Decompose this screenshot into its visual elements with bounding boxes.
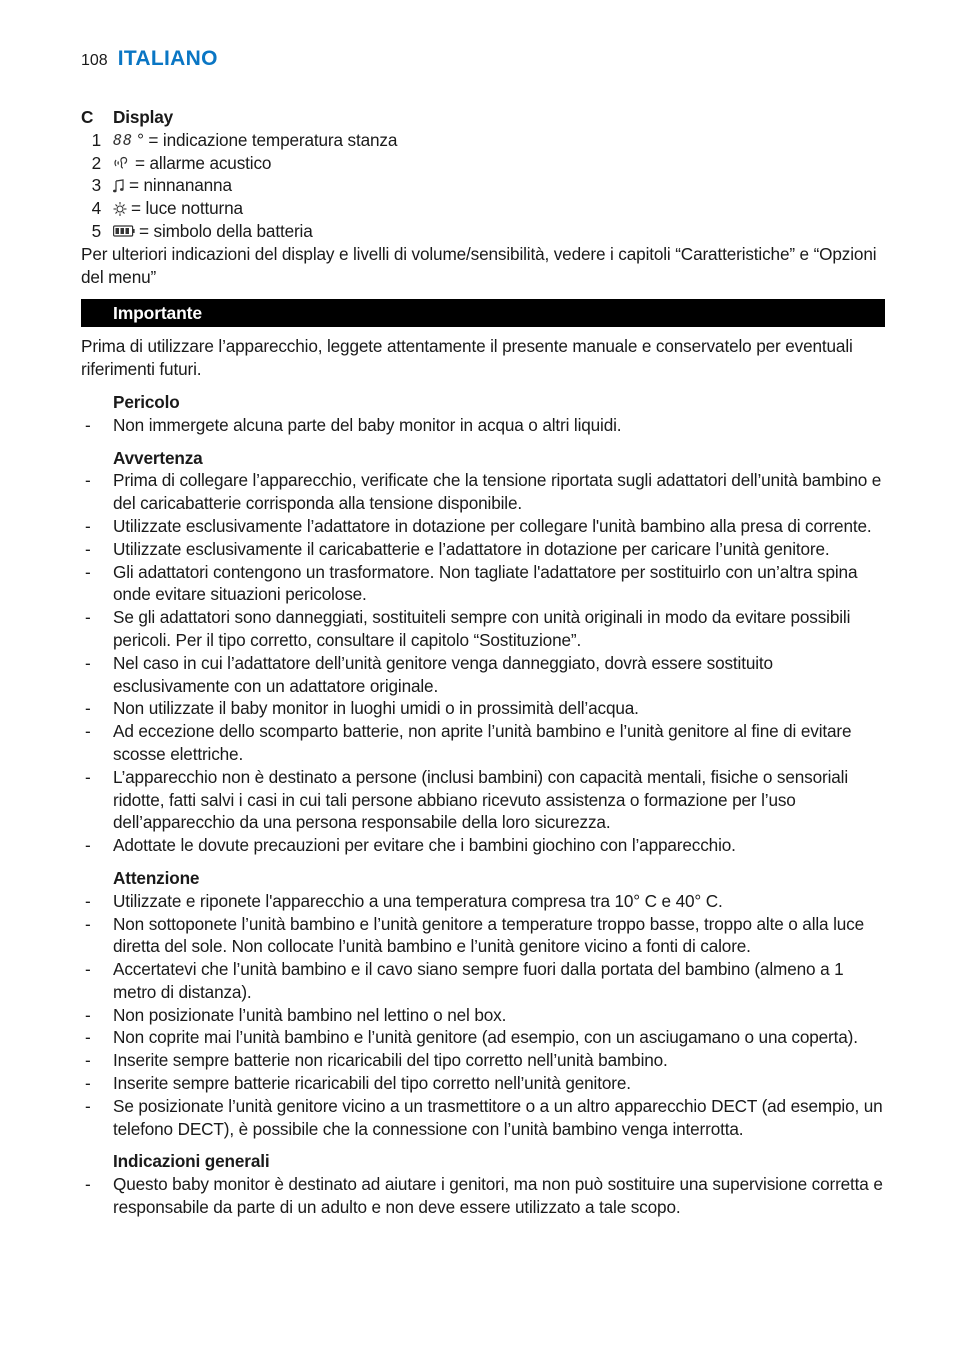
display-note: Per ulteriori indicazioni del display e livelli di volume/sensibilità, vedere i capitoli “Caratteristiche” e “Opzioni del menu” [81,243,877,287]
list-item-text: Se posizionate l’unità genitore vicino a un trasmettitore o a un altro apparecchio DECT (ad esempio, un telefono DECT), è possibile che la connessione con l’unità bambino venga interrotta. [113,1095,883,1139]
list-item [81,834,885,857]
list-item [81,469,885,515]
bullet-dash: - [85,766,91,787]
list-item-text: Non sottoponete l’unità bambino e l’unità genitore a temperature troppo basse, troppo alte o alla luce diretta del sole. Non collocate l’unità bambino e l’unità genitore vicino a fonti di calore. [113,913,864,957]
bullet-dash: - [85,1004,91,1025]
list-item-text: Inserite sempre batterie non ricaricabili del tipo corretto nell’unità bambino. [113,1050,668,1071]
list-item [81,890,885,913]
subsection-title: Attenzione [113,867,200,888]
subsection-title: Indicazioni generali [113,1151,270,1172]
list-item [81,958,885,1004]
page-header [81,47,218,75]
list-item [81,1072,885,1095]
subsection-title: Avvertenza [113,447,203,468]
display-item-text: = ninnananna [129,175,232,196]
list-item [81,606,885,652]
battery-icon [113,225,135,237]
display-item-text: = simbolo della batteria [139,220,313,241]
sound-alarm-icon [113,155,131,171]
display-section-heading [81,106,885,129]
display-item-number: 5 [91,220,101,241]
bullet-dash: - [85,1027,91,1048]
important-intro: Prima di utilizzare l’apparecchio, leggete attentamente il presente manuale e conservatelo per eventuali riferimenti futuri. [81,336,853,380]
list-item-text: Utilizzate e riponete l'apparecchio a una temperatura compresa tra 10° C e 40° C. [113,890,723,911]
list-item-text: Questo baby monitor è destinato ad aiutare i genitori, ma non può sostituire una supervisione corretta e responsabile da parte di un adulto e non deve essere utilizzato a tale scopo. [113,1174,883,1218]
list-item [81,1095,885,1141]
list-item-text: Utilizzate esclusivamente l’adattatore in dotazione per collegare l'unità bambino alla presa di corrente. [113,515,872,536]
list-item-text: Non coprite mai l’unità bambino e l’unità genitore (ad esempio, con un asciugamano o una coperta). [113,1027,858,1048]
list-item-text: Gli adattatori contengono un trasformatore. Non tagliate l'adattatore per sostituirlo con un’altra spina onde evitare situazioni pericolose. [113,561,858,605]
display-item-number: 1 [91,129,101,150]
display-item-5 [81,220,885,243]
list-item [81,414,885,437]
list-item-text: Se gli adattatori sono danneggiati, sostituiteli sempre con unità originali in modo da evitare possibili pericoli. Per il tipo corretto, consultare il capitolo “Sostituzione”. [113,607,851,650]
bullet-dash: - [85,652,91,673]
list-item [81,720,885,766]
list-item [81,1026,885,1049]
bullet-dash: - [85,561,91,582]
important-heading-bar: Importante [81,299,885,327]
page-number: 108 [81,52,108,69]
display-item-1 [81,129,885,152]
bullet-dash: - [85,913,91,934]
list-item [81,1004,885,1027]
display-item-3 [81,174,885,197]
display-item-number: 4 [91,198,101,219]
bullet-dash: - [85,515,91,536]
display-item-number: 3 [91,175,101,196]
list-item-text: Non posizionate l’unità bambino nel lettino o nel box. [113,1004,507,1025]
important-sections [81,391,885,1219]
list-item-text: Nel caso in cui l’adattatore dell’unità genitore venga danneggiato, dovrà essere sostituito esclusivamente con un adattatore originale. [113,652,773,696]
display-item-text: = luce notturna [131,198,243,219]
list-item [81,561,885,607]
display-item-number: 2 [91,152,101,173]
display-item-4 [81,197,885,220]
display-item-2 [81,152,885,175]
subsection-title: Pericolo [113,391,180,412]
list-item-text: L’apparecchio non è destinato a persone (inclusi bambini) con capacità mentali, fisiche o sensoriali ridotte, fatti salvi i casi in cui tali persone abbiano ricevuto assistenza o formazione per l’uso dell’apparecchio da una persona responsabile della loro sicurezza. [113,766,848,833]
bullet-dash: - [85,1095,91,1116]
bullet-dash: - [85,959,91,980]
list-item [81,538,885,561]
display-item-text: ° = indicazione temperatura stanza [137,129,398,150]
list-item-text: Non utilizzate il baby monitor in luoghi umidi o in prossimità dell’acqua. [113,698,639,719]
list-item [81,515,885,538]
bullet-dash: - [85,538,91,559]
list-item [81,1173,885,1219]
bullet-dash: - [85,721,91,742]
section-title: Display [113,107,174,127]
bullet-dash: - [85,890,91,911]
list-item-text: Non immergete alcuna parte del baby monitor in acqua o altri liquidi. [113,414,622,435]
bullet-dash: - [85,698,91,719]
list-item [81,913,885,959]
list-item-text: Ad eccezione dello scomparto batterie, non aprite l’unità bambino e l’unità genitore al fine di evitare scosse elettriche. [113,721,852,764]
list-item-text: Inserite sempre batterie ricaricabili del tipo corretto nell’unità genitore. [113,1073,631,1094]
bullet-dash: - [85,1050,91,1071]
bullet-dash: - [85,607,91,628]
list-item [81,1049,885,1072]
list-item-text: Utilizzate esclusivamente il caricabatterie e l’adattatore in dotazione per caricare l’unità genitore. [113,538,830,559]
bullet-dash: - [85,1073,91,1094]
list-item-text: Accertatevi che l’unità bambino e il cavo siano sempre fuori dalla portata del bambino (almeno a 1 metro di distanza). [113,959,844,1002]
page-content [81,106,885,1219]
list-item [81,766,885,834]
list-item-text: Adottate le dovute precauzioni per evitare che i bambini giochino con l’apparecchio. [113,835,736,856]
bullet-dash: - [85,1174,91,1195]
temperature-digits-icon: 88 [113,130,134,149]
list-item [81,697,885,720]
language-heading: ITALIANO [117,47,218,70]
bullet-dash: - [85,470,91,491]
bullet-dash: - [85,835,91,856]
list-item [81,652,885,698]
bullet-dash: - [85,414,91,435]
night-light-icon [113,201,127,217]
music-note-icon [113,178,125,194]
display-item-text: = allarme acustico [135,152,272,173]
list-item-text: Prima di collegare l’apparecchio, verificate che la tensione riportata sugli adattatori dell’unità bambino e del caricabatterie corrisponda alla tensione disponibile. [113,470,882,514]
section-letter: C [81,107,94,127]
